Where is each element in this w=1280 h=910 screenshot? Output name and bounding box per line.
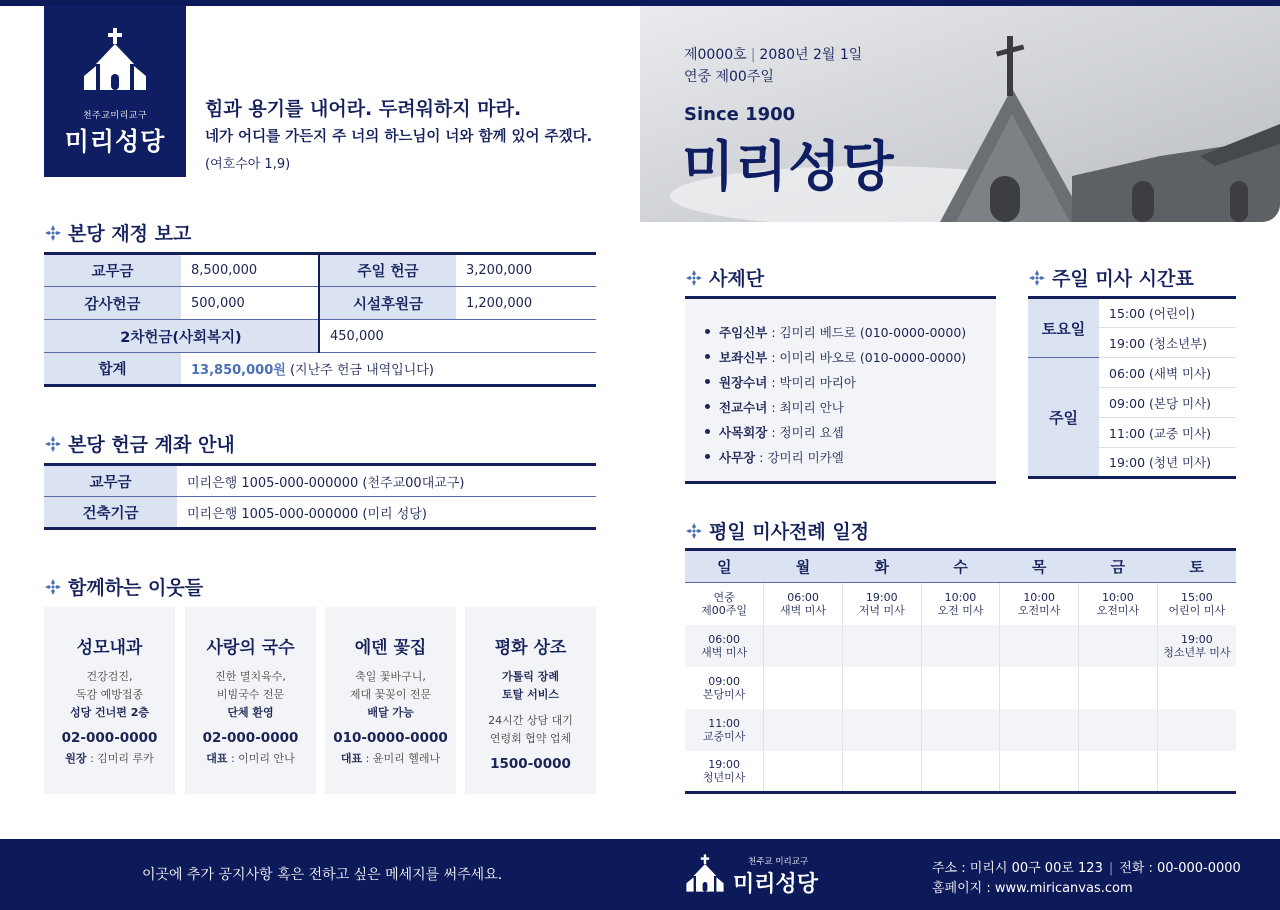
church-icon xyxy=(80,24,150,94)
mass-time: 09:00 (본당 미사) xyxy=(1099,388,1236,418)
finance-label: 주일 헌금 xyxy=(319,254,456,287)
schedule-cell xyxy=(1079,583,1158,625)
card-desc: 진한 멸치육수, xyxy=(215,670,286,683)
schedule-cell xyxy=(1157,667,1236,709)
neighbor-card xyxy=(185,607,316,794)
mass-time: 15:00 (어린이) xyxy=(1099,298,1236,328)
finance-table xyxy=(44,252,596,387)
card-highlight: 단체 환영 xyxy=(227,706,274,719)
schedule-label: 새벽 미사 xyxy=(780,603,827,617)
card-title: 성모내과 xyxy=(76,638,143,658)
schedule-time: 10:00 xyxy=(944,590,977,604)
card-desc: 24시간 상담 대기 xyxy=(488,714,573,727)
liturgical-week: 연중 제00주일 xyxy=(684,69,774,85)
footer-logo-name: 미리성당 xyxy=(733,872,819,897)
card-highlight: 성당 건너편 2층 xyxy=(69,706,150,719)
card-highlight: 가톨릭 장례 xyxy=(502,670,559,683)
schedule-cell xyxy=(685,709,764,751)
schedule-time: 19:00 xyxy=(865,590,898,604)
day-header: 금 xyxy=(1079,550,1158,583)
schedule-cell xyxy=(685,625,764,667)
schedule-cell xyxy=(1000,583,1079,625)
schedule-label: 청소년부 미사 xyxy=(1163,645,1231,659)
table-row xyxy=(44,320,596,353)
card-owner xyxy=(44,750,175,766)
clergy-name: : 박미리 마리아 xyxy=(771,374,856,390)
logo-church-name: 미리성당 xyxy=(64,127,166,156)
card-owner-role: 원장 xyxy=(65,752,87,765)
finance-label: 시설후원금 xyxy=(319,287,456,320)
card-desc: 축일 꽃바구니, xyxy=(355,670,426,683)
footer-separator: | xyxy=(1108,861,1114,876)
card-owner-name: : 이미리 안나 xyxy=(227,752,295,765)
cross-icon xyxy=(44,578,62,596)
church-logo xyxy=(44,6,186,177)
cross-icon xyxy=(1028,269,1046,287)
card-owner xyxy=(185,750,316,766)
schedule-label: 오전미사 xyxy=(1096,603,1140,617)
card-highlight: 토탈 서비스 xyxy=(502,688,559,701)
schedule-time: 06:00 xyxy=(787,590,819,604)
table-row xyxy=(1028,298,1236,328)
schedule-cell xyxy=(764,625,843,667)
neighbors-heading-text: 함께하는 이웃들 xyxy=(68,577,204,599)
footer-contact xyxy=(932,857,1241,876)
schedule-time: 19:00 xyxy=(1181,632,1213,646)
sunday-heading-text: 주일 미사 시간표 xyxy=(1052,268,1194,290)
schedule-cell xyxy=(1000,751,1079,793)
quote-line: 네가 어디를 가든지 주 너의 하느님이 너와 함께 있어 주겠다. xyxy=(205,129,593,145)
clergy-name: : 김미리 베드로 (010-0000-0000) xyxy=(771,324,967,340)
footer-address: 주소 : 미리시 00구 00로 123 xyxy=(932,861,1103,876)
list-item xyxy=(705,419,996,444)
schedule-label: 어린이 미사 xyxy=(1168,603,1226,617)
schedule-label: 오전 미사 xyxy=(937,603,984,617)
weekday-body xyxy=(685,583,1236,793)
account-label: 교무금 xyxy=(44,465,177,497)
schedule-cell xyxy=(764,667,843,709)
schedule-label: 본당미사 xyxy=(702,687,746,701)
schedule-time: 06:00 xyxy=(708,632,740,646)
finance-total-label: 합계 xyxy=(44,353,181,386)
finance-value: 450,000 xyxy=(319,320,596,353)
neighbor-card xyxy=(325,607,456,794)
table-row xyxy=(44,287,596,320)
schedule-cell xyxy=(685,751,764,793)
card-owner-name: : 윤미리 헬레나 xyxy=(362,752,441,765)
clergy-name: : 이미리 바오로 (010-0000-0000) xyxy=(771,349,967,365)
table-row xyxy=(1028,358,1236,388)
finance-value: 8,500,000 xyxy=(181,254,319,287)
day-header: 화 xyxy=(842,550,921,583)
neighbor-card xyxy=(465,607,596,794)
account-value: 미리은행 1005-000-000000 (천주교00대교구) xyxy=(177,465,596,497)
account-label: 건축기금 xyxy=(44,497,177,529)
saturday-label: 토요일 xyxy=(1028,298,1099,358)
card-phone: 02-000-0000 xyxy=(202,730,299,746)
schedule-time: 10:00 xyxy=(1102,590,1134,604)
card-desc: 건강검진, xyxy=(86,670,133,683)
weekday-schedule-table xyxy=(685,548,1236,794)
sunday-heading xyxy=(1028,264,1194,291)
clergy-name: : 최미리 안나 xyxy=(771,399,844,415)
footer-phone: 전화 : 00-000-0000 xyxy=(1119,861,1241,876)
schedule-label: 새벽 미사 xyxy=(701,645,748,659)
schedule-cell xyxy=(842,709,921,751)
finance-total-note: (지난주 헌금 내역입니다) xyxy=(285,363,434,378)
finance-label: 2차헌금(사회복지) xyxy=(44,320,319,353)
table-row xyxy=(44,497,596,529)
list-item xyxy=(705,444,996,469)
mass-time: 19:00 (청년 미사) xyxy=(1109,455,1212,470)
table-row xyxy=(44,465,596,497)
quote-title: 힘과 용기를 내어라. 두려워하지 마라. xyxy=(205,98,522,120)
schedule-cell xyxy=(1157,625,1236,667)
card-desc: 제대 꽃꽂이 전문 xyxy=(349,688,432,701)
schedule-cell xyxy=(1000,625,1079,667)
table-row xyxy=(685,583,1236,625)
schedule-cell xyxy=(764,709,843,751)
card-phone: 010-0000-0000 xyxy=(333,730,448,746)
schedule-cell xyxy=(1079,625,1158,667)
card-desc: 독감 예방접종 xyxy=(75,688,144,701)
card-owner xyxy=(325,750,456,766)
day-header: 월 xyxy=(764,550,843,583)
footer-logo-org: 천주교 미리교구 xyxy=(748,857,809,867)
schedule-label: 제00주일 xyxy=(701,603,748,617)
card-owner-role: 대표 xyxy=(206,752,228,765)
footer-message: 이곳에 추가 공지사항 혹은 전하고 싶은 메세지를 써주세요. xyxy=(142,867,503,883)
schedule-cell xyxy=(921,709,1000,751)
clergy-role: 주임신부 xyxy=(719,324,768,340)
table-row xyxy=(44,254,596,287)
schedule-cell xyxy=(1079,709,1158,751)
schedule-cell xyxy=(685,583,764,625)
list-item xyxy=(705,394,996,419)
accounts-heading-text: 본당 헌금 계좌 안내 xyxy=(68,434,235,456)
hero-church-name: 미리성당 xyxy=(682,135,895,198)
table-row xyxy=(685,709,1236,751)
day-header: 토 xyxy=(1157,550,1236,583)
issue-number: 제0000호 xyxy=(684,47,747,63)
schedule-cell xyxy=(842,625,921,667)
issue-separator: | xyxy=(750,47,756,63)
neighbor-card xyxy=(44,607,175,794)
cross-icon xyxy=(44,224,62,242)
table-row xyxy=(685,625,1236,667)
clergy-role: 원장수녀 xyxy=(719,374,768,390)
list-item xyxy=(705,319,996,344)
footer-church-icon xyxy=(684,852,726,894)
clergy-heading-text: 사제단 xyxy=(709,268,765,290)
logo-org-text: 천주교미리교구 xyxy=(82,111,148,121)
weekday-header-row xyxy=(685,550,1236,583)
accounts-heading xyxy=(44,430,235,457)
mass-time: 11:00 (교중 미사) xyxy=(1099,418,1236,448)
clergy-role: 보좌신부 xyxy=(719,349,768,365)
schedule-cell xyxy=(921,667,1000,709)
list-item xyxy=(705,344,996,369)
card-phone: 1500-0000 xyxy=(490,756,571,772)
neighbors-heading xyxy=(44,573,203,600)
finance-label: 교무금 xyxy=(44,254,181,287)
weekday-heading-text: 평일 미사전례 일정 xyxy=(709,521,870,543)
schedule-cell xyxy=(1000,709,1079,751)
finance-value: 3,200,000 xyxy=(456,254,596,287)
day-header: 목 xyxy=(1000,550,1079,583)
mass-time: 19:00 (청소년부) xyxy=(1099,328,1236,358)
schedule-time: 10:00 xyxy=(1023,590,1056,604)
schedule-time: 09:00 xyxy=(708,674,740,688)
card-owner-name: : 김미리 루카 xyxy=(86,752,154,765)
schedule-cell xyxy=(921,625,1000,667)
table-row xyxy=(685,751,1236,793)
finance-heading xyxy=(44,219,191,246)
schedule-cell xyxy=(1157,709,1236,751)
schedule-cell xyxy=(921,751,1000,793)
schedule-time: 연중 xyxy=(713,590,735,604)
finance-total-value: 13,850,000원 xyxy=(191,363,286,378)
issue-date: 2080년 2월 1일 xyxy=(759,47,863,63)
card-desc: 연령회 협약 업체 xyxy=(489,732,572,745)
card-highlight: 배달 가능 xyxy=(367,706,414,719)
clergy-list xyxy=(685,299,996,469)
clergy-box xyxy=(685,296,996,484)
finance-total-cell xyxy=(181,353,596,386)
schedule-label: 청년미사 xyxy=(702,770,746,784)
schedule-label: 저녁 미사 xyxy=(858,603,905,617)
accounts-table xyxy=(44,463,596,530)
schedule-time: 19:00 xyxy=(708,757,740,771)
since-text: Since 1900 xyxy=(684,104,796,125)
finance-value: 1,200,000 xyxy=(456,287,596,320)
day-header: 일 xyxy=(685,550,764,583)
cross-icon xyxy=(685,522,703,540)
quote-reference: (여호수아 1,9) xyxy=(205,157,291,172)
clergy-name: : 정미리 요셉 xyxy=(771,424,844,440)
schedule-cell xyxy=(1157,583,1236,625)
list-item xyxy=(705,369,996,394)
finance-label: 감사헌금 xyxy=(44,287,181,320)
account-value: 미리은행 1005-000-000000 (미리 성당) xyxy=(187,506,427,522)
card-title: 평화 상조 xyxy=(494,638,567,658)
mass-time: 06:00 (새벽 미사) xyxy=(1099,358,1236,388)
schedule-cell xyxy=(921,583,1000,625)
schedule-time: 11:00 xyxy=(708,716,740,730)
day-header: 수 xyxy=(921,550,1000,583)
schedule-cell xyxy=(842,667,921,709)
cross-icon xyxy=(685,269,703,287)
schedule-cell xyxy=(842,583,921,625)
sunday-schedule-table xyxy=(1028,296,1236,479)
sunday-label: 주일 xyxy=(1028,358,1099,478)
clergy-role: 사목회장 xyxy=(719,424,768,440)
finance-heading-text: 본당 재정 보고 xyxy=(68,223,192,245)
schedule-time: 15:00 xyxy=(1181,590,1213,604)
card-title: 사랑의 국수 xyxy=(206,638,295,658)
clergy-name: : 강미리 미카엘 xyxy=(759,449,844,465)
schedule-cell xyxy=(842,751,921,793)
schedule-cell xyxy=(685,667,764,709)
schedule-cell xyxy=(1079,667,1158,709)
table-row xyxy=(44,353,596,386)
finance-value: 500,000 xyxy=(181,287,319,320)
schedule-label: 교중미사 xyxy=(702,729,746,743)
schedule-cell xyxy=(1000,667,1079,709)
clergy-heading xyxy=(685,264,764,291)
clergy-role: 전교수녀 xyxy=(719,399,768,415)
card-desc: 비빔국수 전문 xyxy=(216,688,285,701)
schedule-cell xyxy=(764,751,843,793)
table-row xyxy=(685,667,1236,709)
schedule-cell xyxy=(1157,751,1236,793)
issue-info xyxy=(684,44,862,64)
schedule-label: 오전미사 xyxy=(1017,603,1061,617)
clergy-role: 사무장 xyxy=(719,449,756,465)
schedule-cell xyxy=(1079,751,1158,793)
weekday-heading xyxy=(685,517,869,544)
cross-icon xyxy=(44,435,62,453)
footer-homepage[interactable]: 홈페이지 : www.miricanvas.com xyxy=(932,881,1133,896)
card-phone: 02-000-0000 xyxy=(61,730,158,746)
card-owner-role: 대표 xyxy=(340,752,363,765)
schedule-cell xyxy=(764,583,843,625)
card-title: 에덴 꽃집 xyxy=(354,638,427,658)
